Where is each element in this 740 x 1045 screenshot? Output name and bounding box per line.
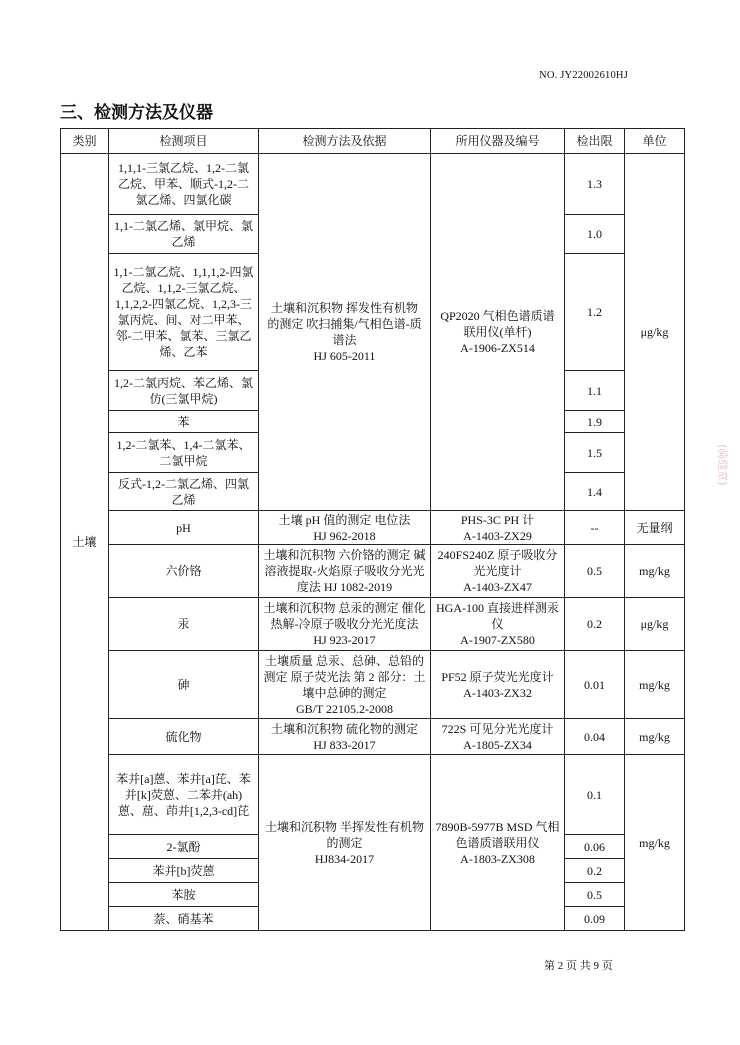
- limit-cell: 1.3: [565, 154, 625, 215]
- limit-cell: 1.9: [565, 411, 625, 433]
- method-cell: 土壤和沉积物 总汞的测定 催化热解-冷原子吸收分光光度法 HJ 923-2017: [259, 598, 431, 651]
- table-row: [61, 755, 685, 835]
- header-category: 类别: [61, 129, 109, 154]
- limit-cell: 0.1: [565, 755, 625, 835]
- limit-cell: 1.0: [565, 215, 625, 254]
- table-row: [61, 545, 685, 598]
- unit-cell: mg/kg: [625, 545, 685, 598]
- method-cell: 土壤和沉积物 六价铬的测定 碱溶液提取-火焰原子吸收分光光度法 HJ 1082-2019: [259, 545, 431, 598]
- header-method: 检测方法及依据: [259, 129, 431, 154]
- limit-cell: 0.09: [565, 907, 625, 931]
- method-table: [60, 128, 685, 931]
- table-header-row: [61, 129, 685, 154]
- method-cell: 土壤和沉积物 硫化物的测定 HJ 833-2017: [259, 719, 431, 755]
- limit-cell: 1.2: [565, 254, 625, 371]
- item-cell: 1,2-二氯丙烷、苯乙烯、氯仿(三氯甲烷): [109, 371, 259, 411]
- limit-cell: 1.1: [565, 371, 625, 411]
- item-cell: 硫化物: [109, 719, 259, 755]
- limit-cell: 0.2: [565, 598, 625, 651]
- item-cell: 1,1,1-三氯乙烷、1,2-二氯乙烷、甲苯、顺式-1,2-二氯乙烯、四氯化碳: [109, 154, 259, 215]
- section-title: 三、检测方法及仪器: [60, 103, 213, 123]
- item-cell: 苯并[b]荧蒽: [109, 859, 259, 883]
- item-cell: 2-氯酚: [109, 835, 259, 859]
- limit-cell: 1.4: [565, 473, 625, 511]
- item-cell: 萘、硝基苯: [109, 907, 259, 931]
- header-unit: 单位: [625, 129, 685, 154]
- unit-cell: 无量纲: [625, 511, 685, 545]
- table-row: [61, 598, 685, 651]
- method-cell: 土壤和沉积物 挥发性有机物的测定 吹扫捕集/气相色谱-质谱法 HJ 605-2011: [259, 154, 431, 511]
- table-row: [61, 651, 685, 719]
- header-item: 检测项目: [109, 129, 259, 154]
- limit-cell: 1.5: [565, 433, 625, 473]
- limit-cell: 0.01: [565, 651, 625, 719]
- instrument-cell: 722S 可见分光光度计 A-1805-ZX34: [431, 719, 565, 755]
- item-cell: 1,2-二氯苯、1,4-二氯苯、二氯甲烷: [109, 433, 259, 473]
- limit-cell: 0.04: [565, 719, 625, 755]
- item-cell: 苯并[a]蒽、苯并[a]芘、苯并[k]荧蒽、二苯并(ah)蒽、䓛、茚并[1,2,3-cd]芘: [109, 755, 259, 835]
- method-cell: 土壤质量 总汞、总砷、总铅的测定 原子荧光法 第 2 部分：土壤中总砷的测定 GB/T 22105.2-2008: [259, 651, 431, 719]
- item-cell: pH: [109, 511, 259, 545]
- header-limit: 检出限: [565, 129, 625, 154]
- limit-cell: 0.06: [565, 835, 625, 859]
- category-cell: 土壤: [61, 154, 109, 931]
- seam-stamp-text: (骑缝章): [716, 444, 729, 486]
- item-cell: 六价铬: [109, 545, 259, 598]
- unit-cell: mg/kg: [625, 755, 685, 931]
- item-cell: 1,1-二氯乙烷、1,1,1,2-四氯乙烷、1,1,2-三氯乙烷、1,1,2,2-四氯乙烷、1,2,3-三氯丙烷、间、对二甲苯、邻-二甲苯、氯苯、三氯乙烯、乙苯: [109, 254, 259, 371]
- seam-stamp: [709, 444, 739, 598]
- method-cell: 土壤和沉积物 半挥发性有机物的测定 HJ834-2017: [259, 755, 431, 931]
- table-row: [61, 511, 685, 545]
- limit-cell: 0.5: [565, 883, 625, 907]
- header-instrument: 所用仪器及编号: [431, 129, 565, 154]
- limit-cell: --: [565, 511, 625, 545]
- instrument-cell: PHS-3C PH 计 A-1403-ZX29: [431, 511, 565, 545]
- document-number: NO. JY22002610HJ: [539, 70, 628, 81]
- item-cell: 苯: [109, 411, 259, 433]
- instrument-cell: HGA-100 直接进样测汞仪 A-1907-ZX580: [431, 598, 565, 651]
- item-cell: 反式-1,2-二氯乙烯、四氯乙烯: [109, 473, 259, 511]
- unit-cell: mg/kg: [625, 719, 685, 755]
- unit-cell: mg/kg: [625, 651, 685, 719]
- limit-cell: 0.2: [565, 859, 625, 883]
- instrument-cell: QP2020 气相色谱质谱联用仪(单杆) A-1906-ZX514: [431, 154, 565, 511]
- table-row: [61, 154, 685, 215]
- table-row: [61, 719, 685, 755]
- page-number: 第 2 页 共 9 页: [544, 960, 613, 972]
- instrument-cell: PF52 原子荧光光度计 A-1403-ZX32: [431, 651, 565, 719]
- instrument-cell: 7890B-5977B MSD 气相色谱质谱联用仪 A-1803-ZX308: [431, 755, 565, 931]
- method-cell: 土壤 pH 值的测定 电位法 HJ 962-2018: [259, 511, 431, 545]
- item-cell: 1,1-二氯乙烯、氯甲烷、氯乙烯: [109, 215, 259, 254]
- unit-cell: μg/kg: [625, 598, 685, 651]
- item-cell: 砷: [109, 651, 259, 719]
- instrument-cell: 240FS240Z 原子吸收分光光度计 A-1403-ZX47: [431, 545, 565, 598]
- limit-cell: 0.5: [565, 545, 625, 598]
- item-cell: 汞: [109, 598, 259, 651]
- unit-cell: μg/kg: [625, 154, 685, 511]
- item-cell: 苯胺: [109, 883, 259, 907]
